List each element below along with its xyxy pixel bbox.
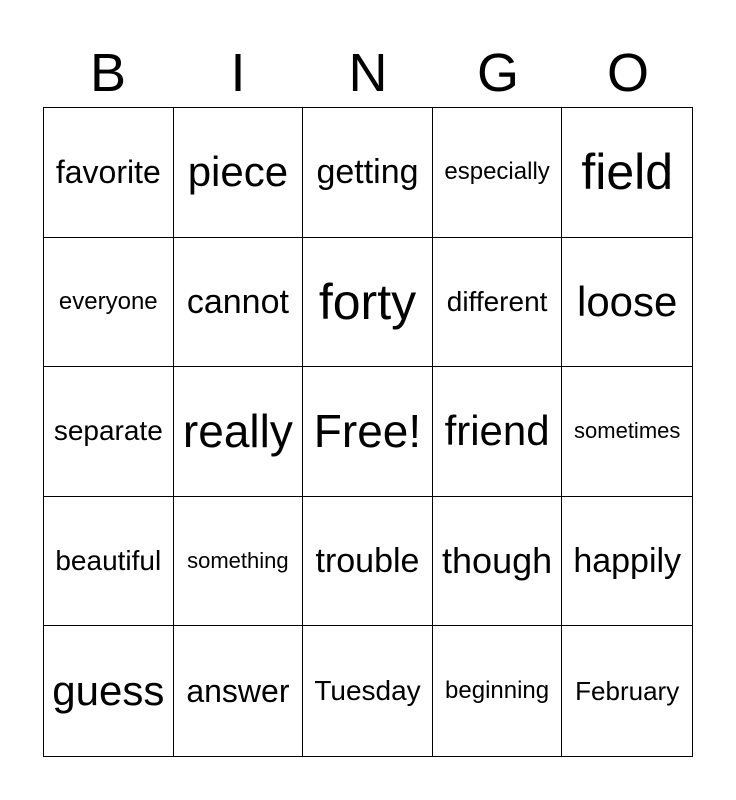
header-letter-o: O — [606, 43, 649, 103]
bingo-cell: everyone — [44, 238, 174, 368]
bingo-cell: sometimes — [562, 367, 692, 497]
bingo-cell: favorite — [44, 108, 174, 238]
bingo-cell: happily — [562, 497, 692, 627]
bingo-cell: piece — [174, 108, 304, 238]
bingo-cell: especially — [433, 108, 563, 238]
header-letter-g: G — [476, 43, 519, 103]
bingo-cell: friend — [433, 367, 563, 497]
bingo-cell: forty — [303, 238, 433, 368]
bingo-cell: Tuesday — [303, 626, 433, 756]
bingo-cell: field — [562, 108, 692, 238]
bingo-cell: really — [174, 367, 304, 497]
bingo-cell: getting — [303, 108, 433, 238]
bingo-cell: different — [433, 238, 563, 368]
bingo-cell: separate — [44, 367, 174, 497]
bingo-cell: something — [174, 497, 304, 627]
bingo-cell: beautiful — [44, 497, 174, 627]
bingo-cell: guess — [44, 626, 174, 756]
bingo-cell: answer — [174, 626, 304, 756]
bingo-cell: beginning — [433, 626, 563, 756]
bingo-cell: loose — [562, 238, 692, 368]
header-letter-n: N — [348, 43, 388, 103]
free-space-cell: Free! — [303, 367, 433, 497]
bingo-cell: cannot — [174, 238, 304, 368]
bingo-cell: trouble — [303, 497, 433, 627]
bingo-header — [43, 40, 693, 106]
bingo-cell: February — [575, 676, 680, 707]
header-letter-i: I — [230, 43, 246, 103]
header-letter-b: B — [89, 43, 127, 103]
bingo-grid — [43, 107, 693, 757]
bingo-cell: though — [433, 497, 563, 627]
